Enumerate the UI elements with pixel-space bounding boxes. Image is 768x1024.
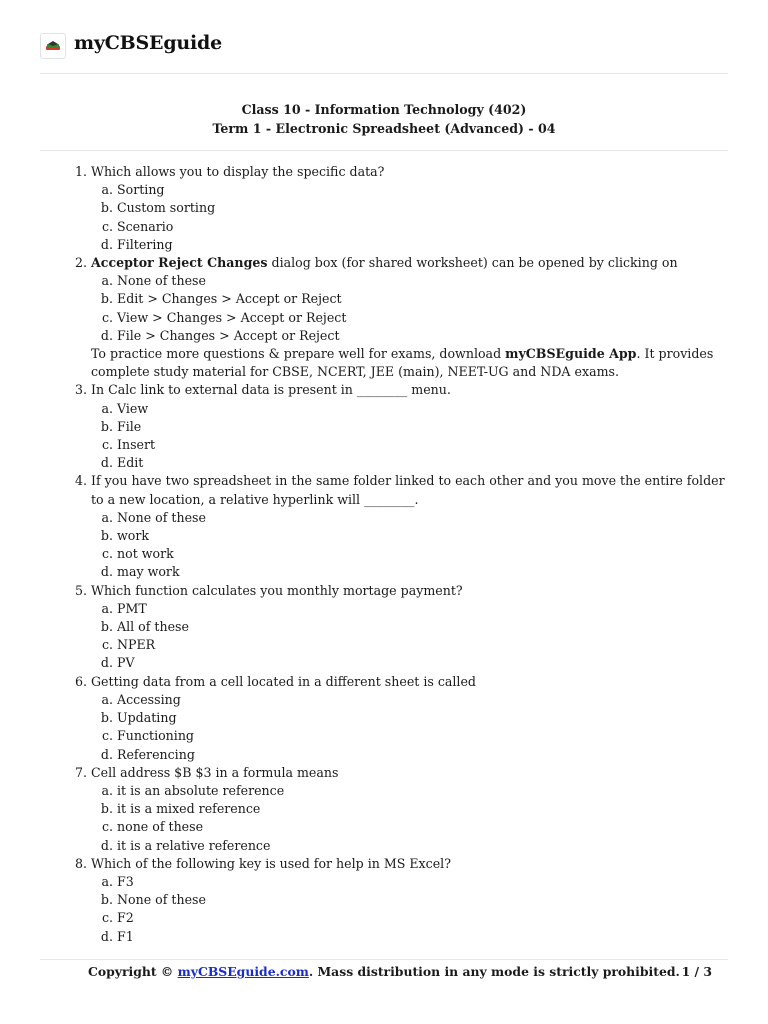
option-item: a. F3 bbox=[117, 873, 728, 891]
question-text: dialog box (for shared worksheet) can be opened by clicking on bbox=[267, 255, 678, 271]
option-item: d. PV bbox=[117, 654, 728, 672]
copyright-prefix: Copyright © bbox=[88, 964, 178, 979]
option-item: b. Updating bbox=[117, 709, 728, 727]
option-item: b. All of these bbox=[117, 618, 728, 636]
promo-app-name: myCBSEguide App bbox=[505, 346, 637, 362]
question-item bbox=[91, 582, 728, 673]
option-item: d. Edit bbox=[117, 454, 728, 472]
option-list bbox=[91, 691, 728, 764]
option-item: d. File > Changes > Accept or Reject bbox=[117, 327, 728, 345]
copyright-suffix: . Mass distribution in any mode is strictly prohibited. bbox=[308, 964, 680, 979]
option-item: c. Functioning bbox=[117, 727, 728, 745]
document-title: Class 10 - Information Technology (402) bbox=[241, 102, 527, 117]
option-item: b. it is a mixed reference bbox=[117, 800, 728, 818]
question-text: Which allows you to display the specific data? bbox=[91, 164, 385, 179]
option-item: c. NPER bbox=[117, 636, 728, 654]
option-item: a. None of these bbox=[117, 509, 728, 527]
option-list bbox=[91, 509, 728, 582]
option-list bbox=[91, 873, 728, 946]
question-item bbox=[91, 163, 728, 254]
option-item: c. View > Changes > Accept or Reject bbox=[117, 309, 728, 327]
option-list bbox=[91, 600, 728, 673]
question-text: Cell address $B $3 in a formula means bbox=[91, 764, 339, 780]
option-list bbox=[91, 782, 728, 855]
question-text: Which function calculates you monthly mortage payment? bbox=[91, 582, 463, 598]
option-item: a. None of these bbox=[117, 272, 728, 290]
site-link[interactable]: myCBSEguide.com bbox=[177, 964, 309, 979]
option-item: a. View bbox=[117, 400, 728, 418]
option-item: a. Accessing bbox=[117, 691, 728, 709]
document-subtitle: Term 1 - Electronic Spreadsheet (Advanced) - 04 bbox=[212, 120, 556, 136]
promo-before: To practice more questions & prepare well for exams, download bbox=[91, 346, 506, 362]
site-header bbox=[40, 26, 222, 60]
question-text: In Calc link to external data is present in ________ menu. bbox=[91, 382, 451, 398]
option-item: d. Filtering bbox=[117, 236, 728, 254]
option-item: b. File bbox=[117, 418, 728, 436]
option-item: b. work bbox=[117, 527, 728, 545]
option-item: b. None of these bbox=[117, 891, 728, 909]
question-item bbox=[91, 673, 728, 764]
promo-text bbox=[91, 345, 728, 381]
option-item: d. may work bbox=[117, 563, 728, 581]
option-item: c. Scenario bbox=[117, 218, 728, 236]
question-text: Getting data from a cell located in a different sheet is called bbox=[91, 673, 476, 689]
question-item bbox=[91, 381, 728, 472]
option-list bbox=[91, 181, 728, 254]
brand-logo-icon bbox=[40, 33, 66, 59]
question-list-container bbox=[0, 163, 768, 946]
question-text: Which of the following key is used for help in MS Excel? bbox=[91, 855, 451, 871]
option-item: d. it is a relative reference bbox=[117, 837, 728, 855]
option-item: c. Insert bbox=[117, 436, 728, 454]
option-item: c. F2 bbox=[117, 909, 728, 927]
option-item: b. Custom sorting bbox=[117, 199, 728, 217]
option-item: d. F1 bbox=[117, 928, 728, 946]
copyright-notice bbox=[88, 964, 680, 979]
title-divider bbox=[40, 150, 728, 151]
footer-divider bbox=[40, 959, 728, 960]
document-heading bbox=[0, 101, 768, 138]
option-list bbox=[91, 400, 728, 473]
option-item: a. PMT bbox=[117, 600, 728, 618]
option-item: c. none of these bbox=[117, 818, 728, 836]
option-item: a. it is an absolute reference bbox=[117, 782, 728, 800]
question-item bbox=[91, 472, 728, 581]
option-item: b. Edit > Changes > Accept or Reject bbox=[117, 290, 728, 308]
brand-name[interactable]: myCBSEguide bbox=[74, 32, 223, 54]
question-list bbox=[0, 163, 768, 946]
question-item bbox=[91, 855, 728, 946]
question-bold-text: Acceptor Reject Changes bbox=[91, 255, 268, 271]
page-number: 1 / 3 bbox=[681, 964, 712, 979]
question-item bbox=[91, 764, 728, 855]
header-divider bbox=[40, 73, 728, 74]
option-item: d. Referencing bbox=[117, 746, 728, 764]
promo-after: . It provides complete study material for CBSE, NCERT, JEE (main), NEET-UG and NDA exams. bbox=[91, 346, 714, 380]
question-item bbox=[91, 254, 728, 381]
option-item: a. Sorting bbox=[117, 181, 728, 199]
option-list bbox=[91, 272, 728, 345]
option-item: c. not work bbox=[117, 545, 728, 563]
question-text: If you have two spreadsheet in the same folder linked to each other and you move the entire folder to a new location, a relative hyperlink will ________. bbox=[91, 473, 725, 507]
